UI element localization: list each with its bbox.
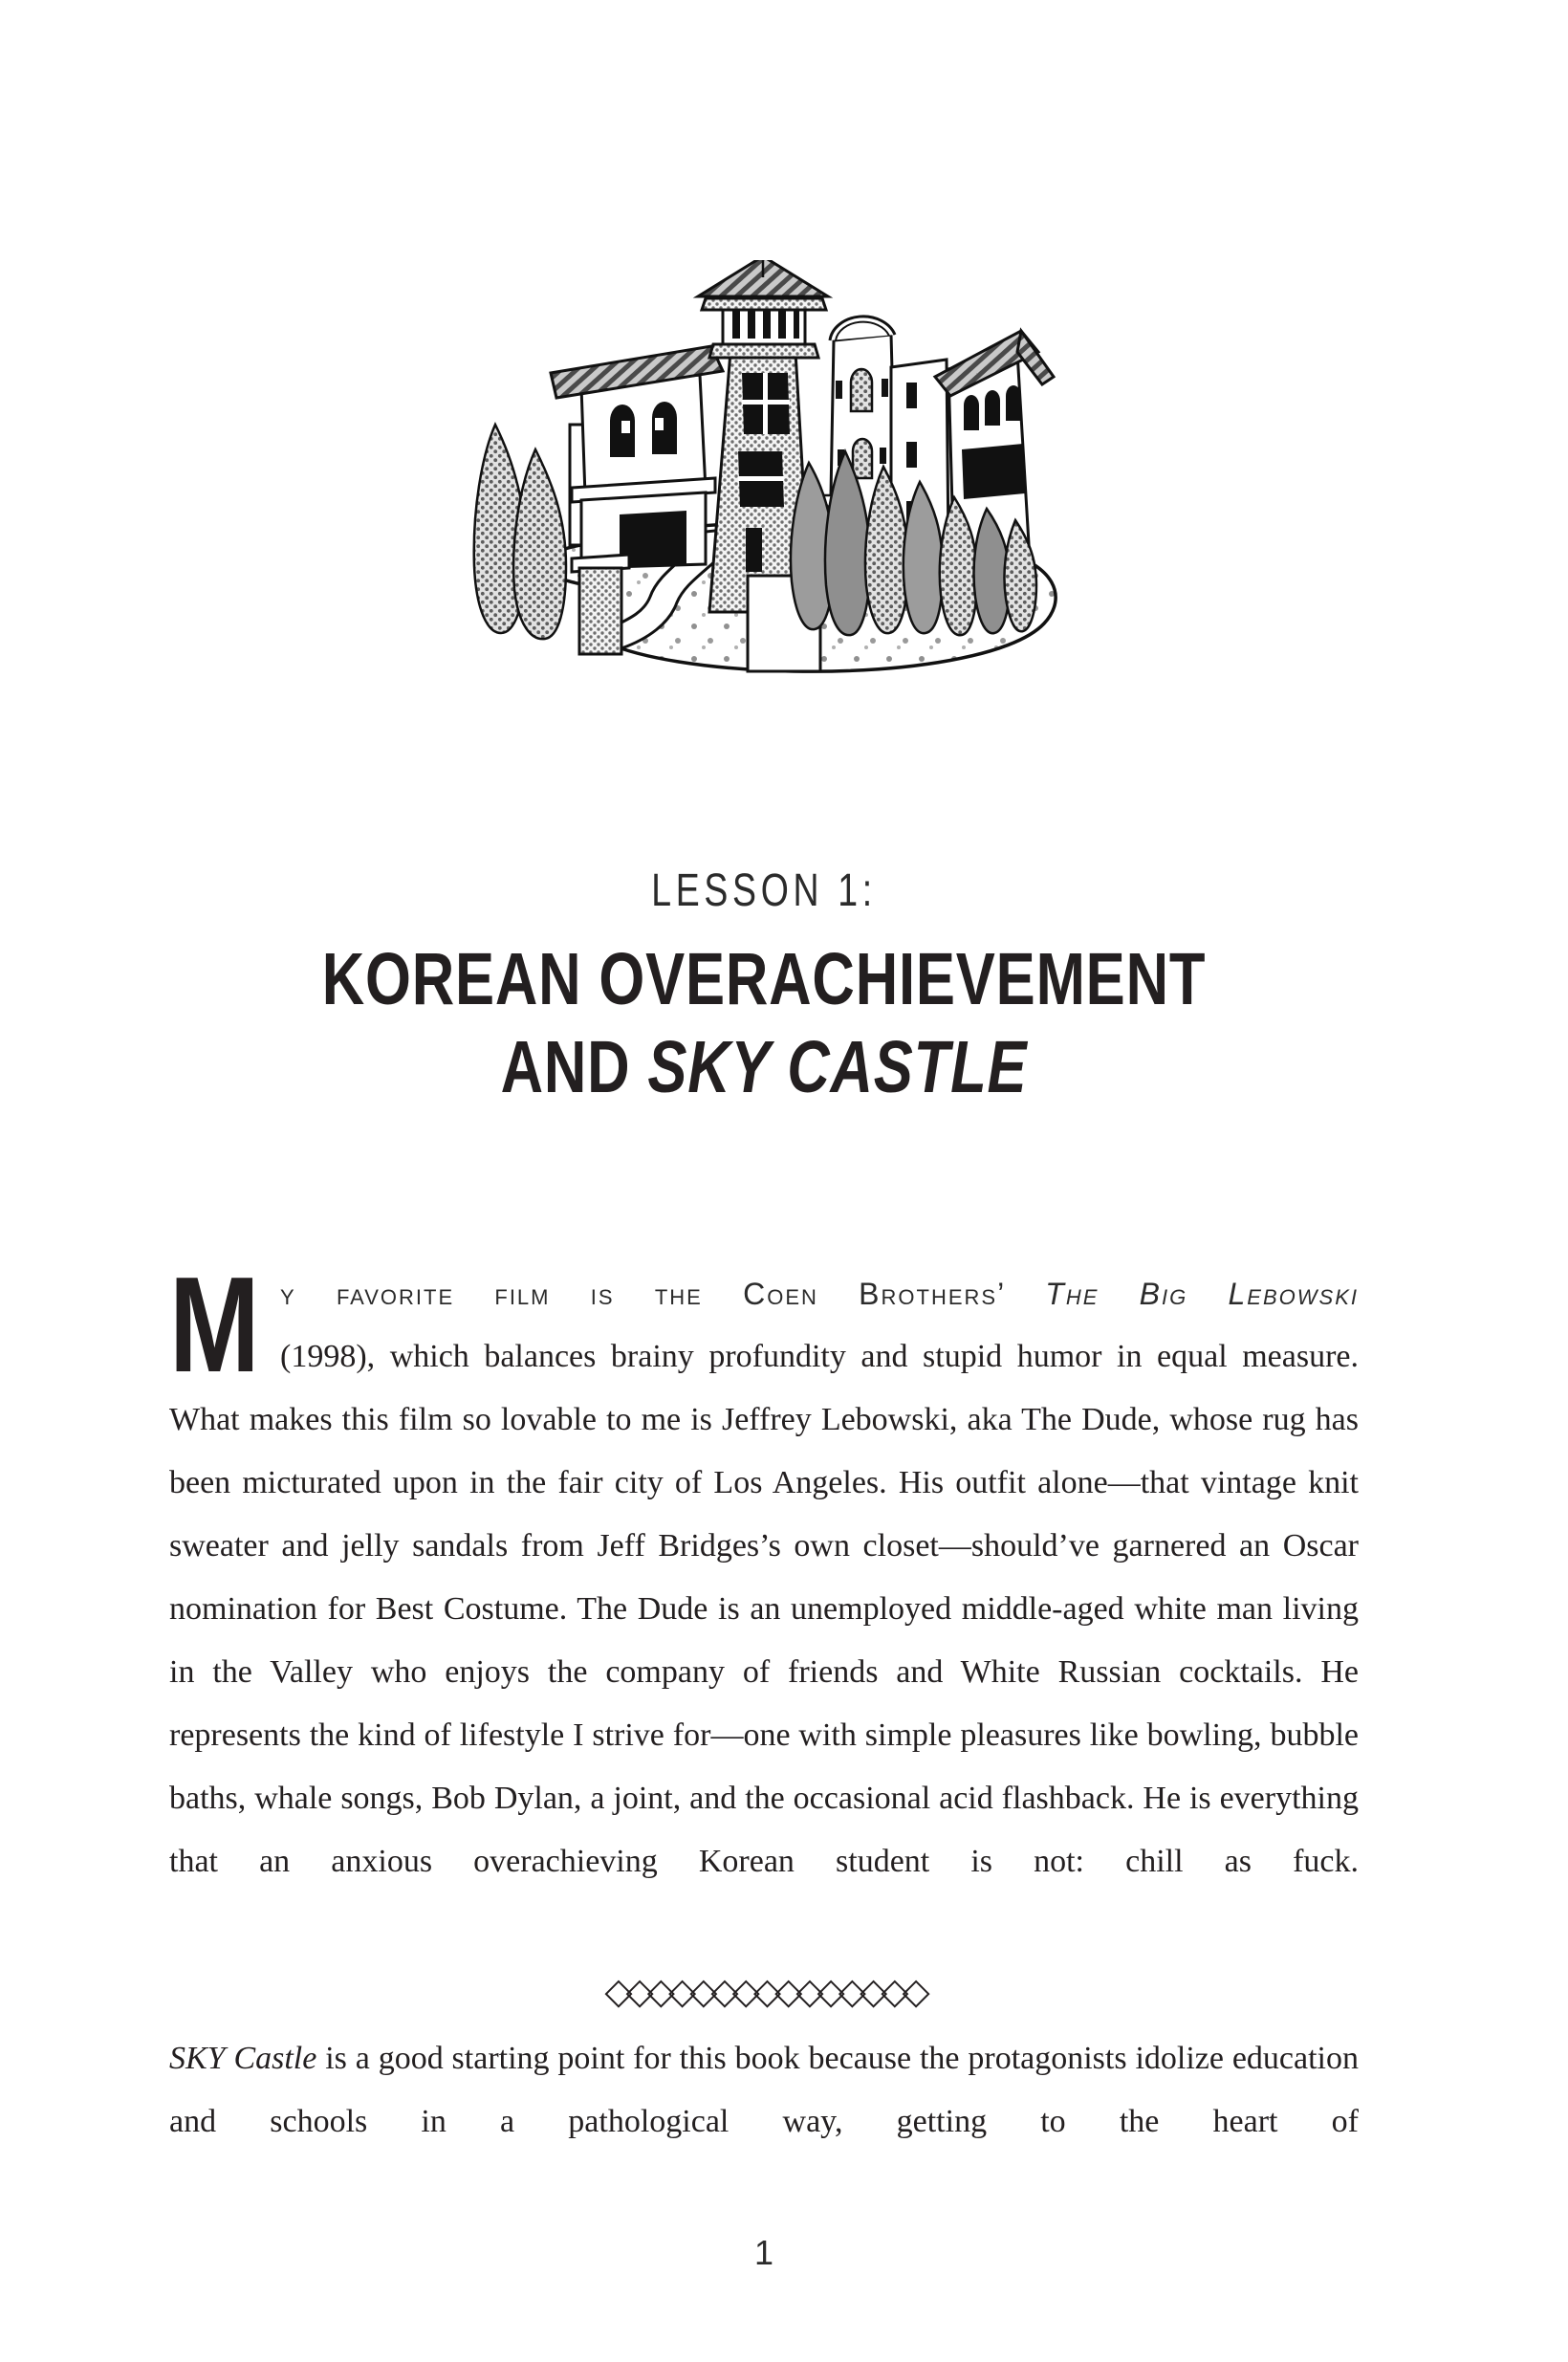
lesson-kicker-text: LESSON 1:	[651, 865, 877, 916]
lesson-kicker	[169, 866, 1359, 916]
diamond-divider-ornament: ◇◇◇◇◇◇◇◇◇◇◇◇◇◇◇	[604, 1970, 924, 2012]
castle-illustration	[459, 260, 1071, 681]
paragraph-2-body: is a good starting point for this book because the protagonists idolize education and schools in a pathological way, getting to the heart of	[169, 2041, 1359, 2139]
drop-cap: M	[169, 1249, 260, 1401]
chapter-title-line1: KOREAN OVERACHIEVEMENT	[321, 938, 1207, 1020]
chapter-title-line2: AND SKY CASTLE	[500, 1026, 1028, 1108]
paragraph-1-body: (1998), which balances brainy profundity and stupid humor in equal measure. What makes this film so lovable to me is Jeffrey Lebowski, aka The Dude, whose rug has been micturated upon in the fair city of Los Angeles. His outfit alone—that vintage knit sweater and jelly sandals from Jeff Bridges’s own closet—should’ve garnered an Oscar nomination for Best Costume. The Dude is an unemployed middle-aged white man living in the Valley who enjoys the company of friends and White Russian cocktails. He represents the kind of lifestyle I strive for—one with simple pleasures like bowling, bubble baths, whale songs, Bob Dylan, a joint, and the occasional acid flashback. He is everything that an anxious overachieving Korean student is not: chill as fuck.	[169, 1339, 1359, 1879]
film-title: The Big Lebowski	[1045, 1277, 1359, 1311]
chapter-title	[169, 935, 1359, 1111]
title-series-name: SKY CASTLE	[647, 1026, 1028, 1108]
paragraph-1	[169, 1249, 1359, 1893]
paragraph-1-leadin: y favorite film is the Coen Brothers’ The Big Lebowski	[280, 1277, 1359, 1311]
series-name: SKY Castle	[169, 2041, 317, 2076]
page-number: 1	[753, 2233, 774, 2272]
paragraph-2	[169, 2027, 1359, 2154]
